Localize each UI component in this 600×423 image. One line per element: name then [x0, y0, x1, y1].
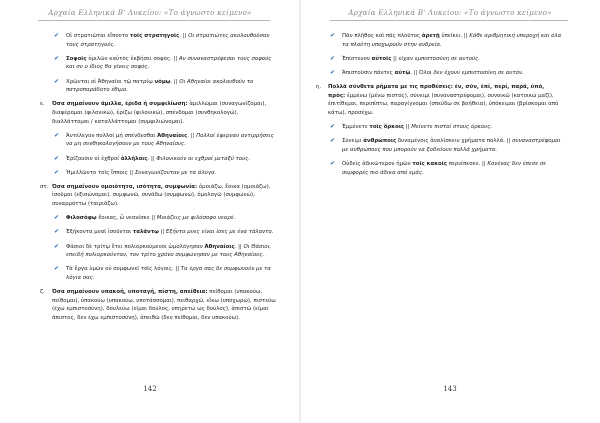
translation: Οι στρατιώτες ακολουθούσαν τους στρατηγούς.: [66, 33, 270, 48]
greek-text: ἔοικας, ὦ νεανίσκε ||: [96, 215, 157, 222]
page-content: [316, 32, 562, 183]
right-page: [300, 0, 600, 423]
greek-text: Φάσιοι δὲ τρίτῳ ἔτει πολιορκούμενοι ὡμολόγησαν: [66, 243, 205, 250]
greek-text: . ||: [179, 33, 189, 39]
section-item: [40, 183, 276, 209]
translation: Οι Θάσιοι, επειδή πολιορκούνταν, τον τρίτο χρόνο συμφώνησαν με τους Αθηναίους.: [66, 243, 272, 259]
greek-text: Ἐρίζουσιν οἱ ἐχθροί: [66, 155, 121, 162]
header-rule: [330, 20, 568, 21]
greek-text: ὑπείκει. ||: [439, 33, 470, 39]
check-icon: ✔: [54, 54, 60, 62]
greek-text: Πᾶν πλῆθος καὶ πᾶς πλοῦτος: [342, 33, 422, 39]
section-heading: Πολλά σύνθετα ρήματα με τις προθέσεις: ἐν, σύν, ἐπί, περί, παρά, ὑπό, πρός:: [328, 84, 545, 99]
check-icon: ✔: [330, 160, 336, 168]
check-icon: ✔: [54, 242, 60, 250]
translation: Αν συναναστρέφεσαι τους σοφούς και συ ο ίδιος θα γίνεις σοφός.: [66, 55, 272, 71]
translation: Τα έργα σας δε συμφωνούν με τα λόγια σας.: [66, 266, 271, 281]
check-icon: ✔: [54, 32, 60, 39]
greek-text: ||: [158, 229, 166, 236]
example-item: [316, 55, 562, 64]
section-marker: η.: [316, 84, 322, 91]
greek-text: ὁμιλῶν καὐτὸς ἐκβήσει σοφός. ||: [86, 55, 179, 62]
example-item: [40, 265, 276, 282]
highlight-term: τοῖς ὅρκοις: [369, 124, 405, 131]
highlight-term: ταλάντῳ: [132, 229, 159, 236]
example-item: [40, 169, 276, 178]
translation: είχαν εμπιστοσύνη σε αυτούς.: [398, 55, 480, 62]
header-rule: [38, 20, 270, 21]
example-item: [316, 160, 562, 177]
check-icon: ✔: [54, 168, 60, 176]
section-item: [40, 100, 276, 126]
section-marker: ζ.: [40, 289, 45, 296]
translation: Φιλονικούν οι εχθροί μεταξύ τους.: [156, 155, 251, 162]
greek-text: ||: [404, 124, 412, 131]
section-heading: Όσα σημαίνουν άμιλλα, έριδα ή συμφιλίωση:: [52, 101, 188, 108]
section-heading: Όσα σημαίνουν ομοιότητα, ισότητα, συμφωνία:: [52, 183, 198, 190]
example-item: [316, 137, 562, 154]
check-icon: ✔: [54, 154, 60, 162]
highlight-term: Σοφοῖς: [66, 55, 87, 62]
highlight-term: Φιλοσόφῳ: [66, 215, 97, 222]
section-marker: στ.: [40, 183, 49, 190]
highlight-term: ἀλλήλοις: [120, 155, 148, 162]
check-icon: ✔: [330, 54, 336, 62]
highlight-term: ἀρετῇ: [421, 33, 440, 39]
example-item: [40, 32, 276, 49]
check-icon: ✔: [54, 131, 60, 139]
greek-text: Ἡμιλλῶντο τοῖς ἵπποις ||: [66, 169, 135, 176]
greek-text: Χρῶνται οἱ Ἀθηναῖοι τῷ πατρίῳ: [66, 78, 155, 85]
section-text: ὁμοιάζω, ἔοικα (ομοιάζω), ἰσοῦμαι (εξισώνομαι), συμφωνῶ, συνάδω (συμφωνώ), ὁμολογῶ (συμφωνώ), συναρμόττω (ταιριάζω).: [52, 183, 271, 208]
section-heading: Όσα σημαίνουν υπακοή, υποταγή, πίστη, απείθεια:: [52, 289, 208, 296]
translation: Συναγωνίζονταν με τα άλογα.: [134, 169, 217, 176]
translation: Όλοι δεν έχουν εμπιστοσύνη σε αυτόν.: [418, 69, 524, 76]
example-item: [40, 55, 276, 72]
section-item: [40, 288, 276, 322]
greek-text: Οἱ στρατιῶται εἵποντο: [66, 33, 130, 39]
greek-text: Οὐδεὶς ἀδικῶτερον ἡμῶν: [342, 161, 413, 168]
example-item: [40, 78, 276, 95]
section-text: ἐμμένω (μένω πιστός), σύνειμι (συναναστρέφομαι), συνοικῶ (κατοικώ μαζί), ἐπιτίθεμαι, περιπίπτω, παραγίγνομαι (σπεύδω σε βοήθεια), ὑπόκειμαι (βρίσκομαι από κάτω), προσέχω.: [328, 92, 559, 116]
check-icon: ✔: [330, 137, 336, 145]
example-item: [40, 228, 276, 237]
greek-text: Ἐξήκοντα μναῖ ἰσοῦνται: [66, 229, 133, 236]
greek-text: . ||: [187, 132, 197, 139]
highlight-term: νόμῳ: [154, 78, 171, 85]
translation: Κάθε αριθμητική υπεροχή και όλα τα πλούτη υποχωρούν στην ανδρεία.: [342, 33, 562, 48]
greek-text: . ||: [234, 243, 244, 250]
check-icon: ✔: [330, 123, 336, 131]
section-item: [316, 83, 562, 117]
translation: Εξήντα μνες είναι ίσες με ένα τάλαντο.: [165, 229, 274, 236]
example-item: [316, 123, 562, 132]
check-icon: ✔: [54, 265, 60, 273]
page-number: 143: [443, 385, 457, 393]
greek-text: Ἀντέλεγον πολλοί μή σπένδεσθαι: [66, 132, 158, 139]
highlight-term: τοῖς στρατηγοῖς: [129, 33, 180, 39]
check-icon: ✔: [330, 68, 336, 76]
greek-text: Ἐμμένετε: [342, 124, 370, 131]
page-content: [40, 32, 276, 328]
check-icon: ✔: [54, 77, 60, 85]
greek-text: . ||: [147, 155, 157, 162]
example-item: [40, 214, 276, 223]
greek-text: Ἀπιστοῦσιν πάντες: [342, 69, 395, 76]
running-header: Αρχαία Ελληνικά Β' Λυκείου: «Το άγνωστο κείμενο»: [348, 8, 552, 17]
greek-text: περιέπεσεν. ||: [447, 161, 488, 168]
greek-text: . ||: [410, 69, 419, 76]
highlight-term: Ἀθηναίοις: [157, 132, 188, 139]
translation: Πολλοί έφερναν αντιρρήσεις να μη συνθηκολογήσουν με τους Αθηναίους.: [66, 132, 274, 148]
highlight-term: ἀνθρώποις: [363, 138, 397, 145]
greek-text: . ||: [170, 78, 180, 85]
check-icon: ✔: [330, 32, 336, 39]
highlight-term: αὐτοῖς: [371, 55, 392, 62]
example-item: [40, 243, 276, 260]
highlight-term: αὐτῷ: [394, 69, 411, 76]
greek-text: δυναμένοις ἀναλίσκειν χρήματα πολλά. ||: [396, 138, 513, 145]
example-item: [316, 69, 562, 78]
example-item: [40, 155, 276, 164]
check-icon: ✔: [54, 228, 60, 236]
highlight-term: Ἀθηναίοις: [204, 243, 235, 250]
page-number: 142: [143, 385, 157, 393]
example-item: [316, 32, 562, 49]
translation: Κανένας δεν έπεσε σε συμφορές πιο άδικα από εμάς.: [342, 161, 547, 176]
section-text: πείθομαι (υπακούω, πείθομαι), ὑπακούω (υπακούω, υποτάσσομαι), πειθαρχῶ, εἴκω (υποχωρώ), πιστεύω (έχω εμπιστοσύνη), δουλεύω (είμαι δούλος, υπηρετώ ως δούλος), ἀπιστῶ (είμαι άπιστος, δεν έχω εμπιστοσύνη), ἀπειθῶ (δεν πείθομαι, δεν υπακούω).: [52, 289, 276, 321]
translation: Μείνετε πιστοί στους όρκους.: [411, 124, 493, 131]
translation: Μοιάζεις με φιλόσοφο νεαρέ.: [156, 215, 236, 222]
greek-text: ||: [391, 55, 399, 62]
example-item: [40, 132, 276, 149]
check-icon: ✔: [54, 214, 60, 222]
section-marker: ε.: [40, 101, 45, 108]
highlight-term: τοῖς κακοῖς: [412, 161, 448, 168]
greek-text: Τὰ ἔργα ὑμῶν οὐ συμφωνεῖ τοῖς λόγοις. ||: [66, 266, 181, 273]
running-header: Αρχαία Ελληνικά Β' Λυκείου: «Το άγνωστο κείμενο»: [48, 8, 252, 17]
greek-text: Ἐπίστευον: [342, 55, 372, 62]
translation: συναναστρέφομαι με ανθρώπους που μπορούν να ξοδεύουν πολλά χρήματα.: [342, 138, 561, 153]
section-text: ἁμιλλῶμαι (συναγωνίζομαι), διαφέρομαι (φιλονικώ), ἐρίζω (φιλονικώ), σπένδομαι (συνθηκολογώ), διαλλάττομαι / καταλλάττομαι (συμφιλιώνομαι).: [52, 101, 267, 125]
greek-text: Σύνειμι: [342, 138, 364, 145]
translation: Οι Αθηναίοι ακολουθούν το πατροπαράδοτο έθιμο.: [66, 78, 254, 94]
